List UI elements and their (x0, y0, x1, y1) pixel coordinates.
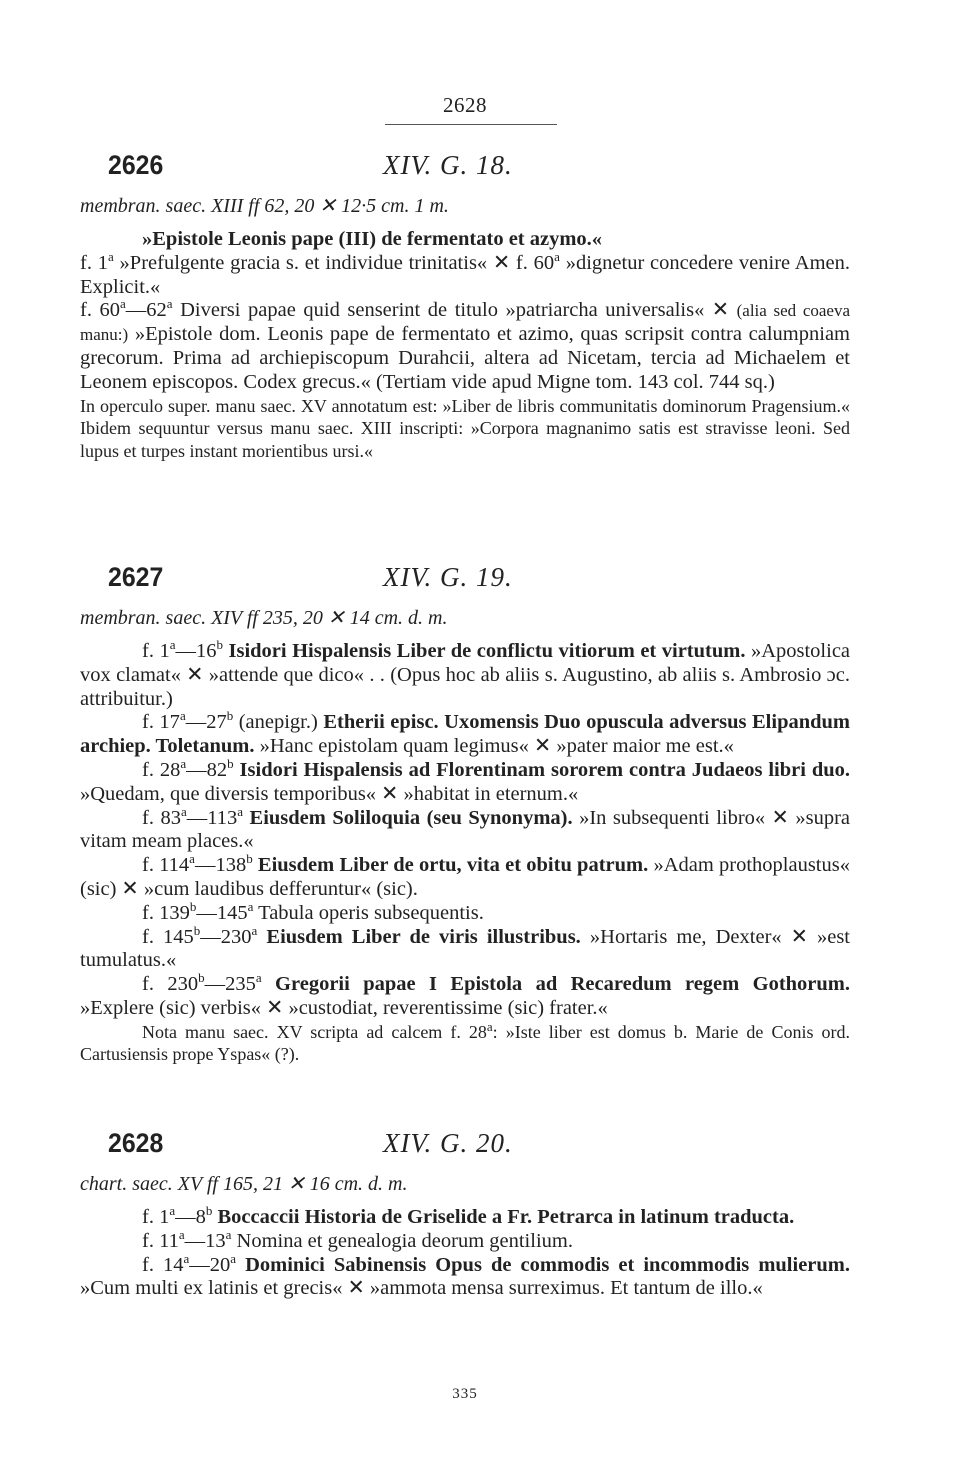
entry-paragraph: f. 60$^a$—62$^a$ Diversi papae quid senserint de titulo »patriarcha universalis« ✕ (alia sed coaeva manu:) »Epistole dom. Leonis pape de fermentato et azimo, quas scripsit contra calumpniam grecorum. Prima ad archiepiscopum Durahcii, altera ad Nicetam, tercia ad Michaelem et Leonem episcopos. Codex grecus.« (Tertiam vide apud Migne tom. 143 col. 744 sq.) (80, 296, 851, 393)
physical-description: membran. saec. XIII ff 62, 20 ✕ 12·5 cm. 1 m. (80, 195, 449, 217)
entry-header (80, 150, 850, 190)
entry-paragraph: f. 11$^a$—13$^a$ Nomina et genealogia deorum gentilium. (142, 1226, 573, 1252)
entry-paragraph: f. 14$^a$—20$^a$ Dominici Sabinensis Opus de commodis et incommodis mulierum. »Cum multi ex latinis et grecis« ✕ »ammota mensa surreximus. Et tantum de illo.« (80, 1250, 851, 1300)
shelfmark: XIV. G. 18. (383, 150, 513, 180)
entry-paragraph: f. 230$^b$—235$^a$ Gregorii papae I Epistola ad Recaredum regem Gothorum. »Explere (sic) verbis« ✕ »custodiat, reverentissime (sic) frater.« (80, 970, 851, 1019)
head-rule (385, 124, 557, 125)
entry-paragraph: f. 83$^a$—113$^a$ Eiusdem Soliloquia (seu Synonyma). »In subsequenti libro« ✕ »supra vitam meam places.« (80, 803, 851, 853)
entry-number: 2628 (108, 1128, 164, 1158)
entry-paragraph: f. 17$^a$—27$^b$ (anepigr.) Etherii episc. Uxomensis Duo opuscula adversus Elipandum archiep. Toletanum. »Hanc epistolam quam legimus« ✕ »pater maior me est.« (80, 708, 850, 758)
entry-paragraph: f. 114$^a$—138$^b$ Eiusdem Liber de ortu, vita et obitu patrum. »Adam prothoplaustus« (sic) ✕ »cum laudibus defferuntur« (sic). (80, 851, 850, 900)
running-head: 2628 (443, 93, 487, 117)
shelfmark: XIV. G. 19. (383, 562, 513, 592)
entry-header (80, 562, 850, 602)
entry-body (80, 1203, 851, 1301)
document-page (80, 0, 850, 1482)
entry-paragraph: Nota manu saec. XV scripta ad calcem f. 28$^a$: »Iste liber est domus b. Marie de Conis ord. Cartusiensis prope Yspas« (?). (80, 1018, 851, 1065)
entry-paragraph: In operculo super. manu saec. XV annotatum est: »Liber de libris communitatis dominorum Pragensium.« Ibidem sequuntur versus manu saec. XIII inscripti: »Corpora magnanimo satis est stravisse leoni. Sed lupus et turpes instant morientibus ursi.« (80, 395, 850, 461)
entry-paragraph: »Epistole Leonis pape (III) de fermentato et azymo.« (142, 228, 603, 250)
entry-paragraph: f. 139$^b$—145$^a$ Tabula operis subsequentis. (142, 898, 484, 924)
physical-description: chart. saec. XV ff 165, 21 ✕ 16 cm. d. m. (80, 1173, 408, 1195)
catalog-entry-2628 (80, 1128, 850, 1301)
entry-header (80, 1128, 850, 1168)
entry-paragraph: f. 1$^a$—8$^b$ Boccaccii Historia de Griselide a Fr. Petrarca in latinum traducta. (142, 1203, 795, 1228)
entry-body (80, 228, 850, 462)
shelfmark: XIV. G. 20. (383, 1128, 513, 1158)
entry-paragraph: f. 28$^a$—82$^b$ Isidori Hispalensis ad Florentinam sororem contra Judaeos libri duo. »Quedam, que diversis temporibus« ✕ »habitat in eternum.« (80, 756, 850, 805)
entry-paragraph: f. 1$^a$ »Prefulgente gracia s. et individue trinitatis« ✕ f. 60$^a$ »dignetur concedere venire Amen. Explicit.« (80, 248, 850, 298)
entry-number: 2626 (108, 150, 164, 180)
catalog-entry-2627 (80, 562, 850, 1066)
entry-paragraph: f. 1$^a$—16$^b$ Isidori Hispalensis Liber de conflictu vitiorum et virtutum. »Apostolica vox clamat« ✕ »attende que dico« . . (Opus hoc ab aliis s. Augustino, ab aliis s. Ambrosio ɔc. attribuitur.) (80, 637, 851, 710)
entry-number: 2627 (108, 562, 164, 592)
physical-description: membran. saec. XIV ff 235, 20 ✕ 14 cm. d. m. (80, 607, 448, 629)
entry-paragraph: f. 145$^b$—230$^a$ Eiusdem Liber de viris illustribus. »Hortaris me, Dexter« ✕ »est tumulatus.« (80, 922, 850, 972)
entry-body (80, 637, 851, 1066)
catalog-entry-2626 (80, 150, 850, 462)
page-number: 335 (452, 1386, 478, 1402)
